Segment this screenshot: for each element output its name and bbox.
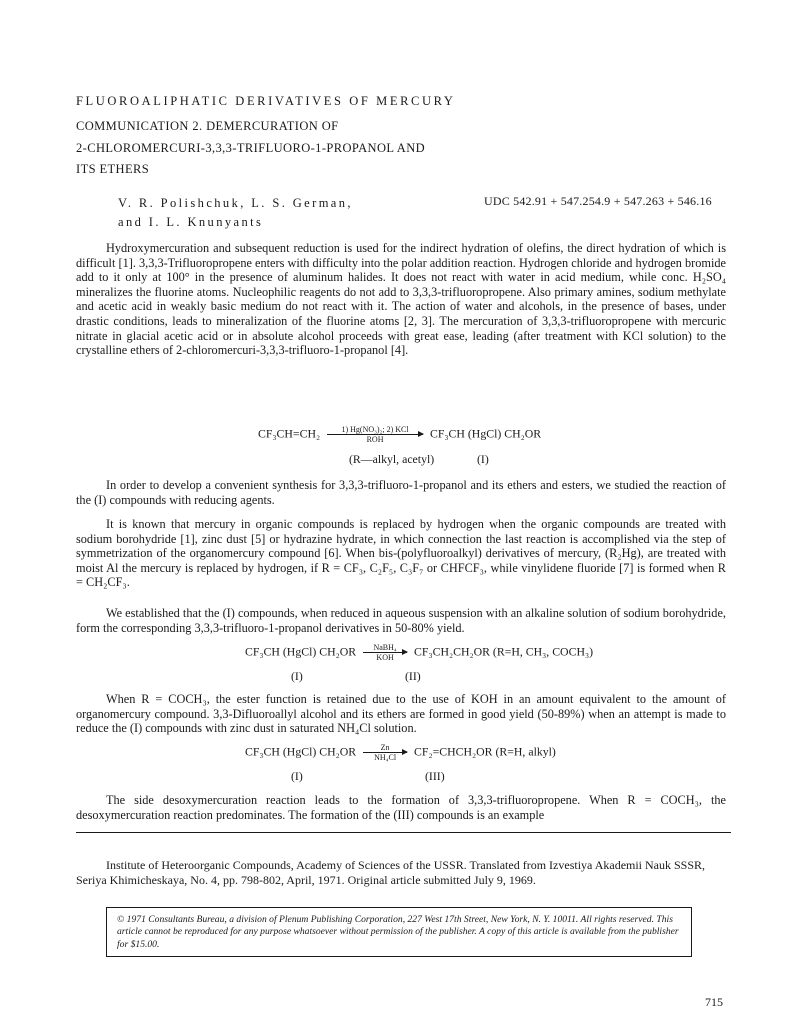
eq2-reagent-above: NaBH₄ [373,643,397,652]
eq3-product: CF₂=CHCH₂OR (R=H, alkyl) [414,744,556,759]
eq3-label-left: (I) [291,769,303,783]
eq2-reagent-below: KOH [376,653,394,662]
footnote-rule [76,832,731,833]
eq3-reagent-below: NH₄Cl [374,753,397,762]
eq1-reagents-above: 1) Hg(NO₃)₂; 2) KCl [341,425,409,434]
page-number: 715 [705,995,723,1009]
body-paragraph-3: It is known that mercury in organic compounds is replaced by hydrogen when the organic compounds are treated with sodium borohydride [1], zinc dust [5] or hydrazine hydrate, in which connection the last reaction is accomplished via the step of symmetrization of the organomercury compound [6]. When bis-(polyfluoroalkyl) derivatives of mercury, (R₂Hg), are treated with moist Al the mercury is replaced by hydrogen, if R = CF₃, C₂F₅, C₃F₇ or CHFCF₃, while vinylidene fluoride [7] is formed when R = CH₂CF₃. [76,517,726,590]
udc-code: UDC 542.91 + 547.254.9 + 547.263 + 546.16 [484,194,712,208]
body-paragraph-1: Hydroxymercuration and subsequent reduction is used for the indirect hydration of olefins, the direct hydration of which is difficult [1]. 3,3,3-Trifluoropropene enters with difficulty into the polar addition reaction. Hydrogen chloride and hydrogen bromide add to it only at 100° in the presence of aluminum halides. It does not react with water in acid medium, while conc. H₂SO₄ mineralizes the fluorine atoms. Nucleophilic reagents do not add to 3,3,3-trifluoropropene. Also primary amines, sodium methylate and acetic acid in weakly basic medium do not react with it. The action of water and alcohols, in the presence of bases, under drastic conditions, leads to mineralization of the fluorine atoms [2, 3]. The mercuration of 3,3,3-trifluoropropene with mercuric nitrate in glacial acetic acid or in absolute alcohol proceeds with great ease, leading (after treatment with KCl solution) to the crystalline ethers of 2-chloromercuri-3,3,3-trifluoro-1-propanol [4]. [76,241,726,358]
eq2-label-left: (I) [291,669,303,683]
eq3-reactant: CF₃CH (HgCl) CH₂OR [245,744,357,759]
article-title-line-3: 2-CHLOROMERCURI-3,3,3-TRIFLUORO-1-PROPANOL AND [76,141,426,155]
body-paragraph-4: We established that the (I) compounds, when reduced in aqueous suspension with an alkaline solution of sodium borohydride, form the corresponding 3,3,3-trifluoro-1-propanol derivatives in 50-80% yield. [76,606,726,635]
eq1-label: (I) [477,452,489,466]
copyright-box [106,907,692,957]
body-paragraph-6: The side desoxymercuration reaction leads to the formation of 3,3,3-trifluoropropene. When R = COCH₃, the desoxymercuration reaction predominates. The formation of the (III) compounds is an example [76,793,726,822]
eq3-label-right: (III) [425,769,445,783]
authors [118,194,353,232]
eq1-arrow [327,425,423,445]
eq1-reactant: CF₃CH=CH₂ [258,426,321,441]
equation-1 [258,425,541,445]
eq3-arrow [363,743,407,763]
eq2-reactant: CF₃CH (HgCl) CH₂OR [245,644,357,659]
eq2-arrow [363,643,407,663]
authors-line-2: and I. L. Knunyants [118,215,264,229]
article-title-line-4: ITS ETHERS [76,162,150,176]
eq1-product: CF₃CH (HgCl) CH₂OR [430,426,542,441]
copyright-text: © 1971 Consultants Bureau, a division of Plenum Publishing Corporation, 227 West 17th Street, New York, N. Y. 10011. All rights reserved. This article cannot be reproduced for any purpose whatsoever without permission of the publisher. A copy of this article is available from the publisher for $15.00. [117,914,679,950]
eq1-reagents-below: ROH [366,435,384,444]
eq2-label-right: (II) [405,669,421,683]
eq3-reagent-above: Zn [380,743,390,752]
equation-2 [245,643,593,663]
authors-line-1: V. R. Polishchuk, L. S. German, [118,196,353,210]
article-title-line-2: COMMUNICATION 2. DEMERCURATION OF [76,119,339,133]
eq1-r-note: (R—alkyl, acetyl) [349,452,435,466]
affiliation-footnote: Institute of Heteroorganic Compounds, Academy of Sciences of the USSR. Translated from Izvestiya Akademii Nauk SSSR, Seriya Khimicheskaya, No. 4, pp. 798-802, April, 1971. Original article submitted July 9, 1969. [76,858,706,887]
body-paragraph-2: In order to develop a convenient synthesis for 3,3,3-trifluoro-1-propanol and its ethers and esters, we studied the reaction of the (I) compounds with reducing agents. [76,478,726,507]
eq2-product: CF₃CH₂CH₂OR (R=H, CH₃, COCH₃) [414,644,594,659]
equation-3 [245,743,556,763]
body-paragraph-5: When R = COCH₃, the ester function is retained due to the use of KOH in an amount equivalent to the amount of organomercury compound. 3,3-Difluoroallyl alcohol and its ethers are formed in good yield (50-89%) when an attempt is made to reduce the (I) compounds with zinc dust in saturated NH₄Cl solution. [76,692,726,736]
article-title-line-1: FLUOROALIPHATIC DERIVATIVES OF MERCURY [76,94,456,108]
